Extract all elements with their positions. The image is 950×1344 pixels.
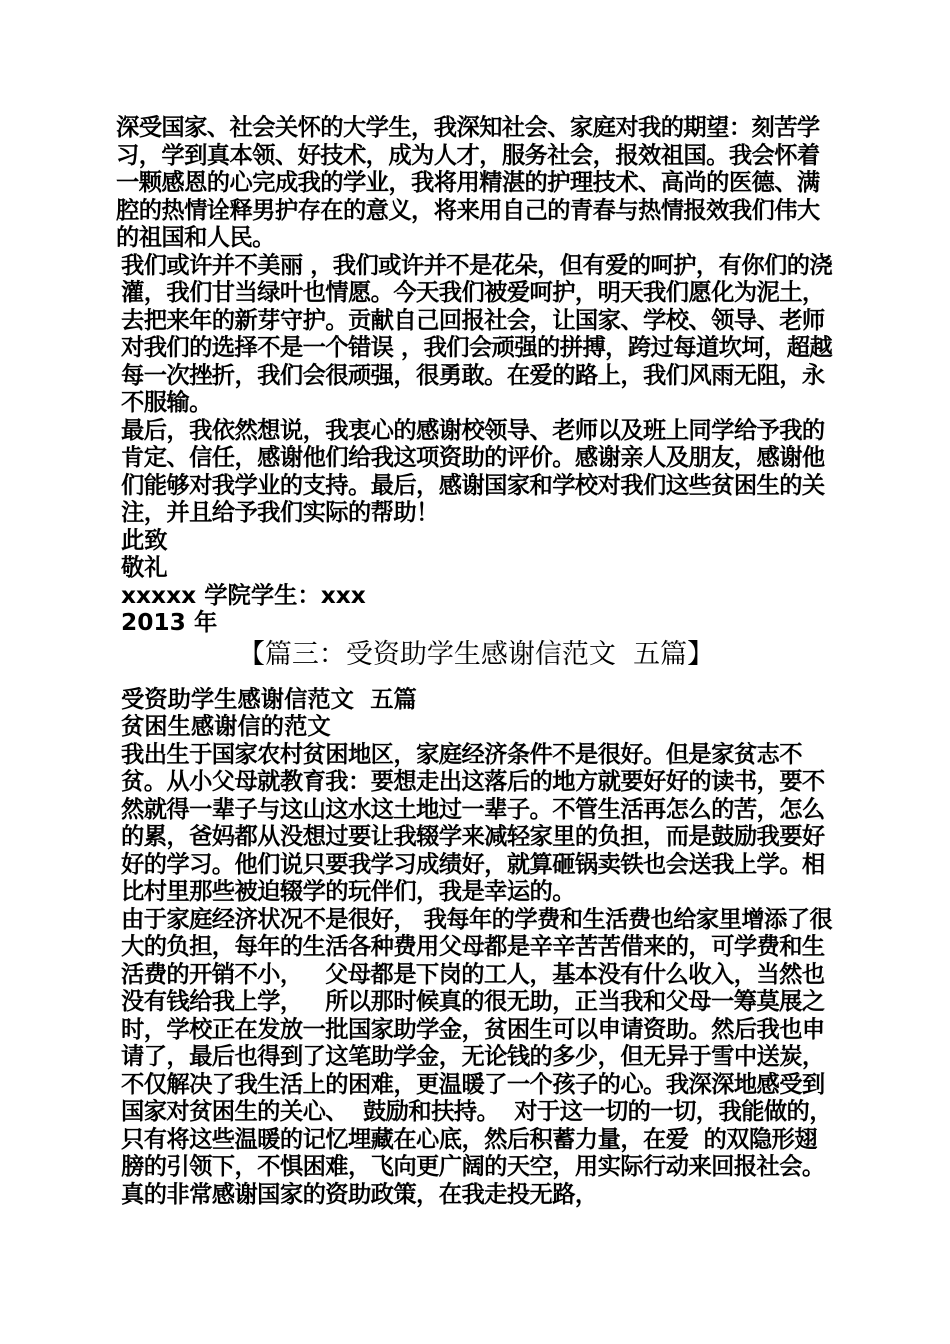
section-heading: 【篇三：受资助学生感谢信范文 五篇】: [237, 638, 715, 670]
date-line: 2013 年: [121, 609, 218, 636]
closing-regards: 敬礼: [121, 554, 168, 581]
signature-line: xxxxx 学院学生：xxx: [121, 581, 366, 609]
subtitle-five-letters: 受资助学生感谢信范文 五篇: [121, 685, 417, 713]
paragraph-gratitude-pledge: 深受国家、社会关怀的大学生，我深知社会、家庭对我的期望：刻苦学习，学到真本领、好技术，成为人才，服务社会，报效祖国。我会怀着一颗感恩的心完成我的学业，我将用精湛的护理技术、高尚的医德、满腔的热情诠释男护存在的意义，将来用自己的青春与热情报效我们伟大的祖国和人民。: [116, 114, 820, 251]
closing-salutation: 此致: [121, 526, 168, 554]
paragraph-green-leaf: 我们或许并不美丽 ，我们或许并不是花朵，但有爱的呵护，有你们的浇灌，我们甘当绿叶也情愿。今天我们被爱呵护，明天我们愿化为泥土，去把来年的新芽守护。贡献自己回报社会，让国家、学校、领导、老师对我们的选择不是一个错误 ，我们会顽强的拼搏，跨过每道坎坷，超越每一次挫折，我们会很顽强，很勇敢。在爱的路上，我们风雨无阻，永不服输。: [121, 251, 833, 416]
document-body: [116, 114, 836, 1208]
paragraph-family-background: 我出生于国家农村贫困地区，家庭经济条件不是很好。但是家贫志不贫。从小父母就教育我：要想走出这落后的地方就要好好的读书，要不然就得一辈子与这山这水这土地过一辈子。不管生活再怎么的苦，怎么的累，爸妈都从没想过要让我辍学来减轻家里的负担，而是鼓励我要好好的学习。他们说只要我学习成绩好，就算砸锅卖铁也会送我上学。相比村里那些被迫辍学的玩伴们，我是幸运的。: [121, 740, 825, 905]
paragraph-financial-aid: 由于家庭经济状况不是很好， 我每年的学费和生活费也给家里增添了很大的负担，每年的生活各种费用父母都是辛辛苦苦借来的，可学费和生活费的开销不小， 父母都是下岗的工人，基本没有什么收入，当然也没有钱给我上学， 所以那时候真的很无助，正当我和父母一筹莫展之时，学校正在发放一批国家助学金，贫困生可以申请资助。然后我也申请了，最后也得到了这笔助学金，无论钱的多少，但无异于雪中送炭，不仅解决了我生活上的困难，更温暖了一个孩子的心。我深深地感受到国家对贫困生的关心、 鼓励和扶持。 对于这一切的一切，我能做的，只有将这些温暖的记忆埋藏在心底，然后积蓄力量，在爱 的双隐形翅膀的引领下，不惧困难，飞向更广阔的天空，用实际行动来回报社会。真的非常感谢国家的资助政策，在我走投无路，: [121, 905, 833, 1208]
subtitle-sample-letter: 贫困生感谢信的范文: [121, 713, 331, 740]
paragraph-final-thanks: 最后，我依然想说，我衷心的感谢校领导、老师以及班上同学给予我的肯定、信任，感谢他们给我这项资助的评价。感谢亲人及朋友，感谢他们能够对我学业的支持。最后，感谢国家和学校对我们这些贫困生的关注，并且给予我们实际的帮助！: [121, 416, 825, 526]
